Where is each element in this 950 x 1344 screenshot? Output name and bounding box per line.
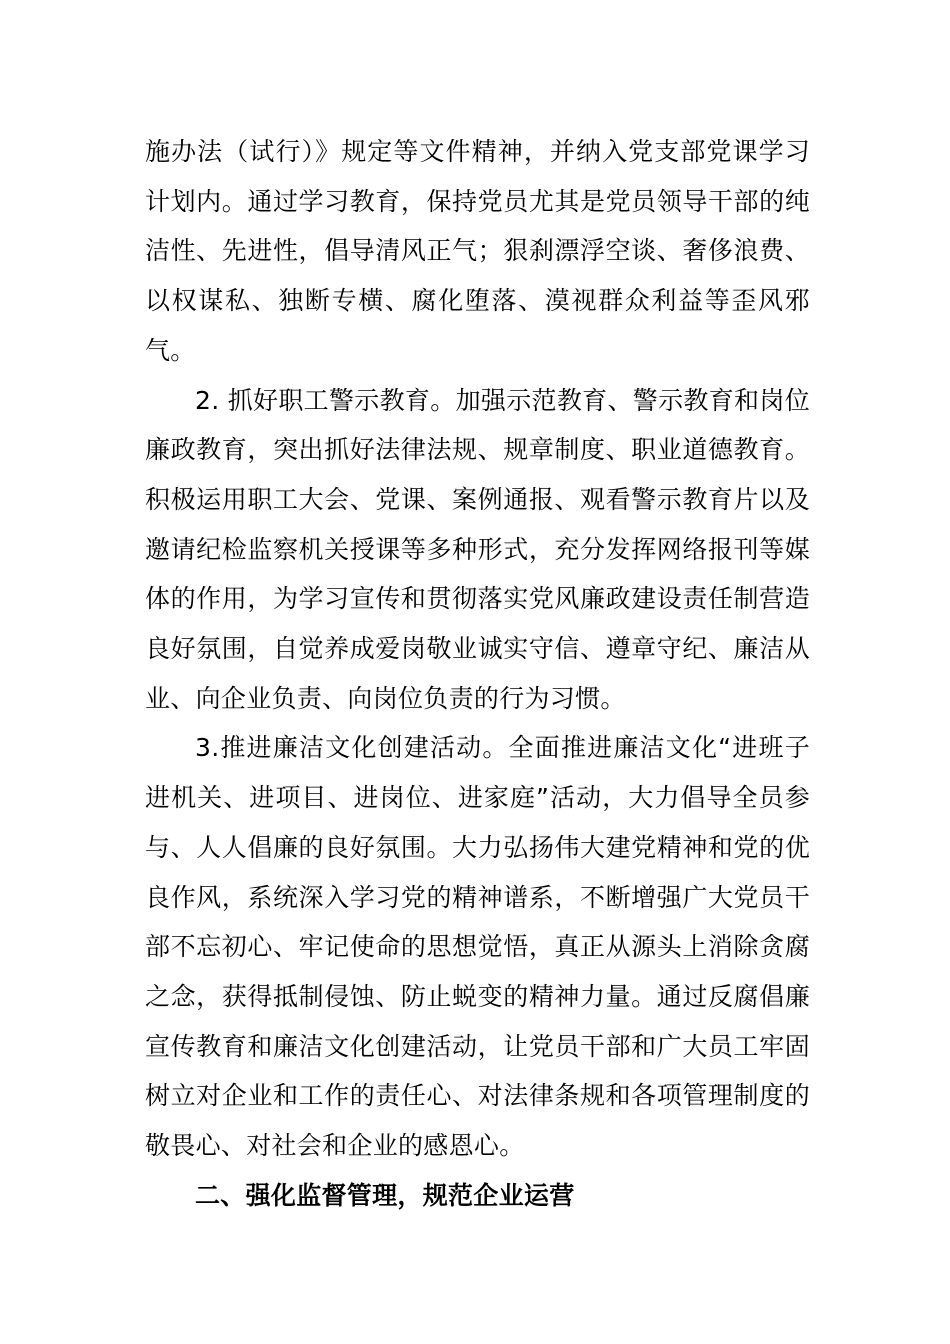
section-heading: 二、强化监督管理，规范企业运营: [195, 1180, 575, 1210]
paragraph-continuation: 施办法（试行）》规定等文件精神，并纳入党支部党课学习计划内。通过学习教育，保持党员尤其是党员领导干部的纯洁性、先进性，倡导清风正气；狠刹漂浮空谈、奢侈浪费、以权谋私、独断专横、腐化堕落、漠视群众利益等歪风邪气。: [145, 137, 810, 365]
paragraph-integrity-culture: 3.推进廉洁文化创建活动。全面推进廉洁文化“进班子进机关、进项目、进岗位、进家庭”活动，大力倡导全员参与、人人倡廉的良好氛围。大力弘扬伟大建党精神和党的优良作风，系统深入学习党的精神谱系，不断增强广大党员干部不忘初心、牢记使命的思想觉悟，真正从源头上消除贪腐之念，获得抵制侵蚀、防止蜕变的精神力量。通过反腐倡廉宣传教育和廉洁文化创建活动，让党员干部和广大员工牢固树立对企业和工作的责任心、对法律条规和各项管理制度的敬畏心、对社会和企业的感恩心。: [145, 733, 810, 1161]
paragraph-warning-education: 2. 抓好职工警示教育。加强示范教育、警示教育和岗位廉政教育，突出抓好法律法规、规章制度、职业道德教育。积极运用职工大会、党课、案例通报、观看警示教育片以及邀请纪检监察机关授课等多种形式，充分发挥网络报刊等媒体的作用，为学习宣传和贯彻落实党风廉政建设责任制营造良好氛围，自觉养成爱岗敬业诚实守信、遵章守纪、廉洁从业、向企业负责、向岗位负责的行为习惯。: [145, 385, 810, 713]
document-body: [145, 127, 810, 1220]
